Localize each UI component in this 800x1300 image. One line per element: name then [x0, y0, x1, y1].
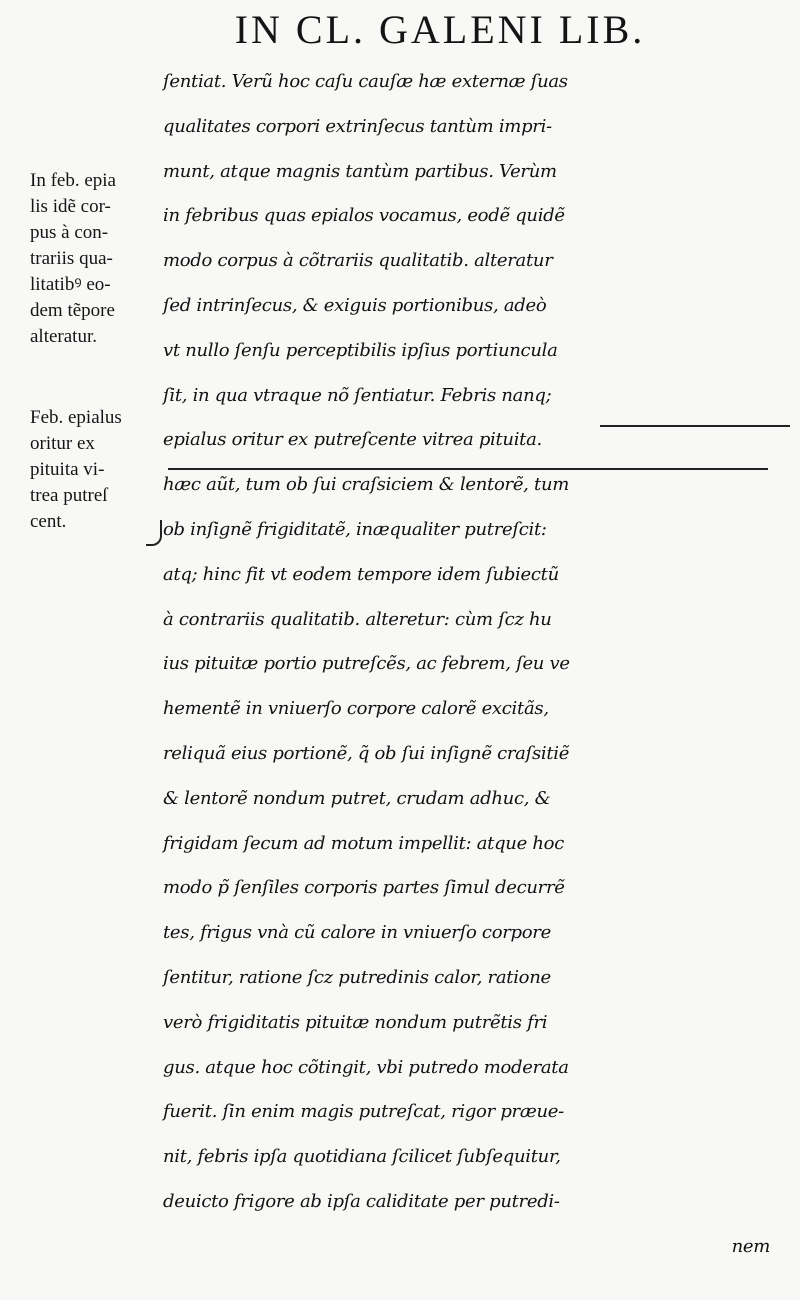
page-header: IN CL. GALENI LIB.: [234, 7, 646, 52]
text-line: tes, frigus vnà cũ calore in vniuerſo corpore: [163, 922, 551, 944]
margin-note-line: litatibꝰ eo-: [30, 274, 111, 295]
text-line: ſed intrinſecus, & exiguis portionibus, adeò: [163, 294, 547, 316]
text-line: ſentiat. Verũ hoc caſu cauſæ hæ externæ ſuas: [163, 71, 568, 92]
text-line: & lentorẽ nondum putret, crudam adhuc, &: [163, 787, 551, 809]
margin-note-epialis: [30, 168, 160, 350]
text-line: in febribus quas epialos vocamus, eodẽ quidẽ: [163, 205, 565, 227]
text-line: verò frigiditatis pituitæ nondum putrẽtis fri: [163, 1011, 548, 1033]
handwritten-bracket: [146, 520, 162, 546]
margin-note-line: dem tẽpore: [30, 300, 115, 321]
text-line: modo corpus à cõtrariis qualitatib. alteratur: [163, 250, 553, 272]
text-line: nit, febris ipſa quotidiana ſcilicet ſubſequitur,: [163, 1146, 561, 1168]
text-line: ſit, in qua vtraque nõ ſentiatur. Febris nanq;: [163, 384, 552, 406]
text-line: reliquã eius portionẽ, q̃ ob ſui inſignẽ craſsitiẽ: [163, 742, 570, 764]
margin-note-line: oritur ex: [30, 433, 95, 454]
text-line: hæc aũt, tum ob ſui craſsiciem & lentorẽ, tum: [163, 474, 570, 496]
text-line: ob inſignẽ frigiditatẽ, inæqualiter putreſcit:: [163, 518, 547, 540]
text-line: atq; hinc fit vt eodem tempore idem ſubiectũ: [163, 563, 559, 585]
catchword: nem: [731, 1235, 770, 1257]
margin-note-line: lis idẽ cor-: [30, 196, 111, 217]
text-line: vt nullo ſenſu perceptibilis ipſius portiuncula: [163, 339, 558, 361]
text-line: gus. atque hoc cõtingit, vbi putredo moderata: [163, 1056, 569, 1078]
margin-note-line: trariis qua-: [30, 248, 113, 269]
text-line: modo p̃ ſenſiles corporis partes ſimul decurrẽ: [163, 877, 565, 899]
margin-note-line: alteratur.: [30, 326, 97, 347]
text-line: epialus oritur ex putreſcente vitrea pituita.: [163, 429, 542, 451]
margin-note-line: Feb. epialus: [30, 407, 122, 428]
margin-note-line: In feb. epia: [30, 170, 116, 191]
margin-note-line: pituita vi-: [30, 459, 105, 480]
handwritten-underline: [168, 468, 768, 470]
text-line: ſentitur, ratione ſcz putredinis calor, ratione: [163, 966, 551, 988]
text-line: fuerit. ſin enim magis putreſcat, rigor præue-: [163, 1101, 564, 1123]
text-line: à contrariis qualitatib. alteretur: cùm ſcz hu: [163, 608, 552, 630]
text-line: hementẽ in vniuerſo corpore calorẽ excitãs,: [163, 698, 549, 720]
margin-note-line: trea putreſ: [30, 485, 108, 506]
handwritten-underline: [600, 425, 790, 427]
text-line: ius pituitæ portio putreſcẽs, ac febrem, ſeu ve: [163, 653, 570, 675]
margin-note-epialus: [30, 405, 160, 535]
text-line: deuicto frigore ab ipſa caliditate per putredi-: [163, 1190, 560, 1212]
margin-note-line: pus à con-: [30, 222, 109, 243]
text-line: frigidam ſecum ad motum impellit: atque hoc: [163, 832, 564, 854]
text-line: munt, atque magnis tantùm partibus. Verùm: [163, 160, 557, 182]
margin-note-line: cent.: [30, 511, 67, 532]
text-line: qualitates corpori extrinſecus tantùm impri-: [163, 115, 552, 137]
main-text-block: [163, 60, 778, 1270]
